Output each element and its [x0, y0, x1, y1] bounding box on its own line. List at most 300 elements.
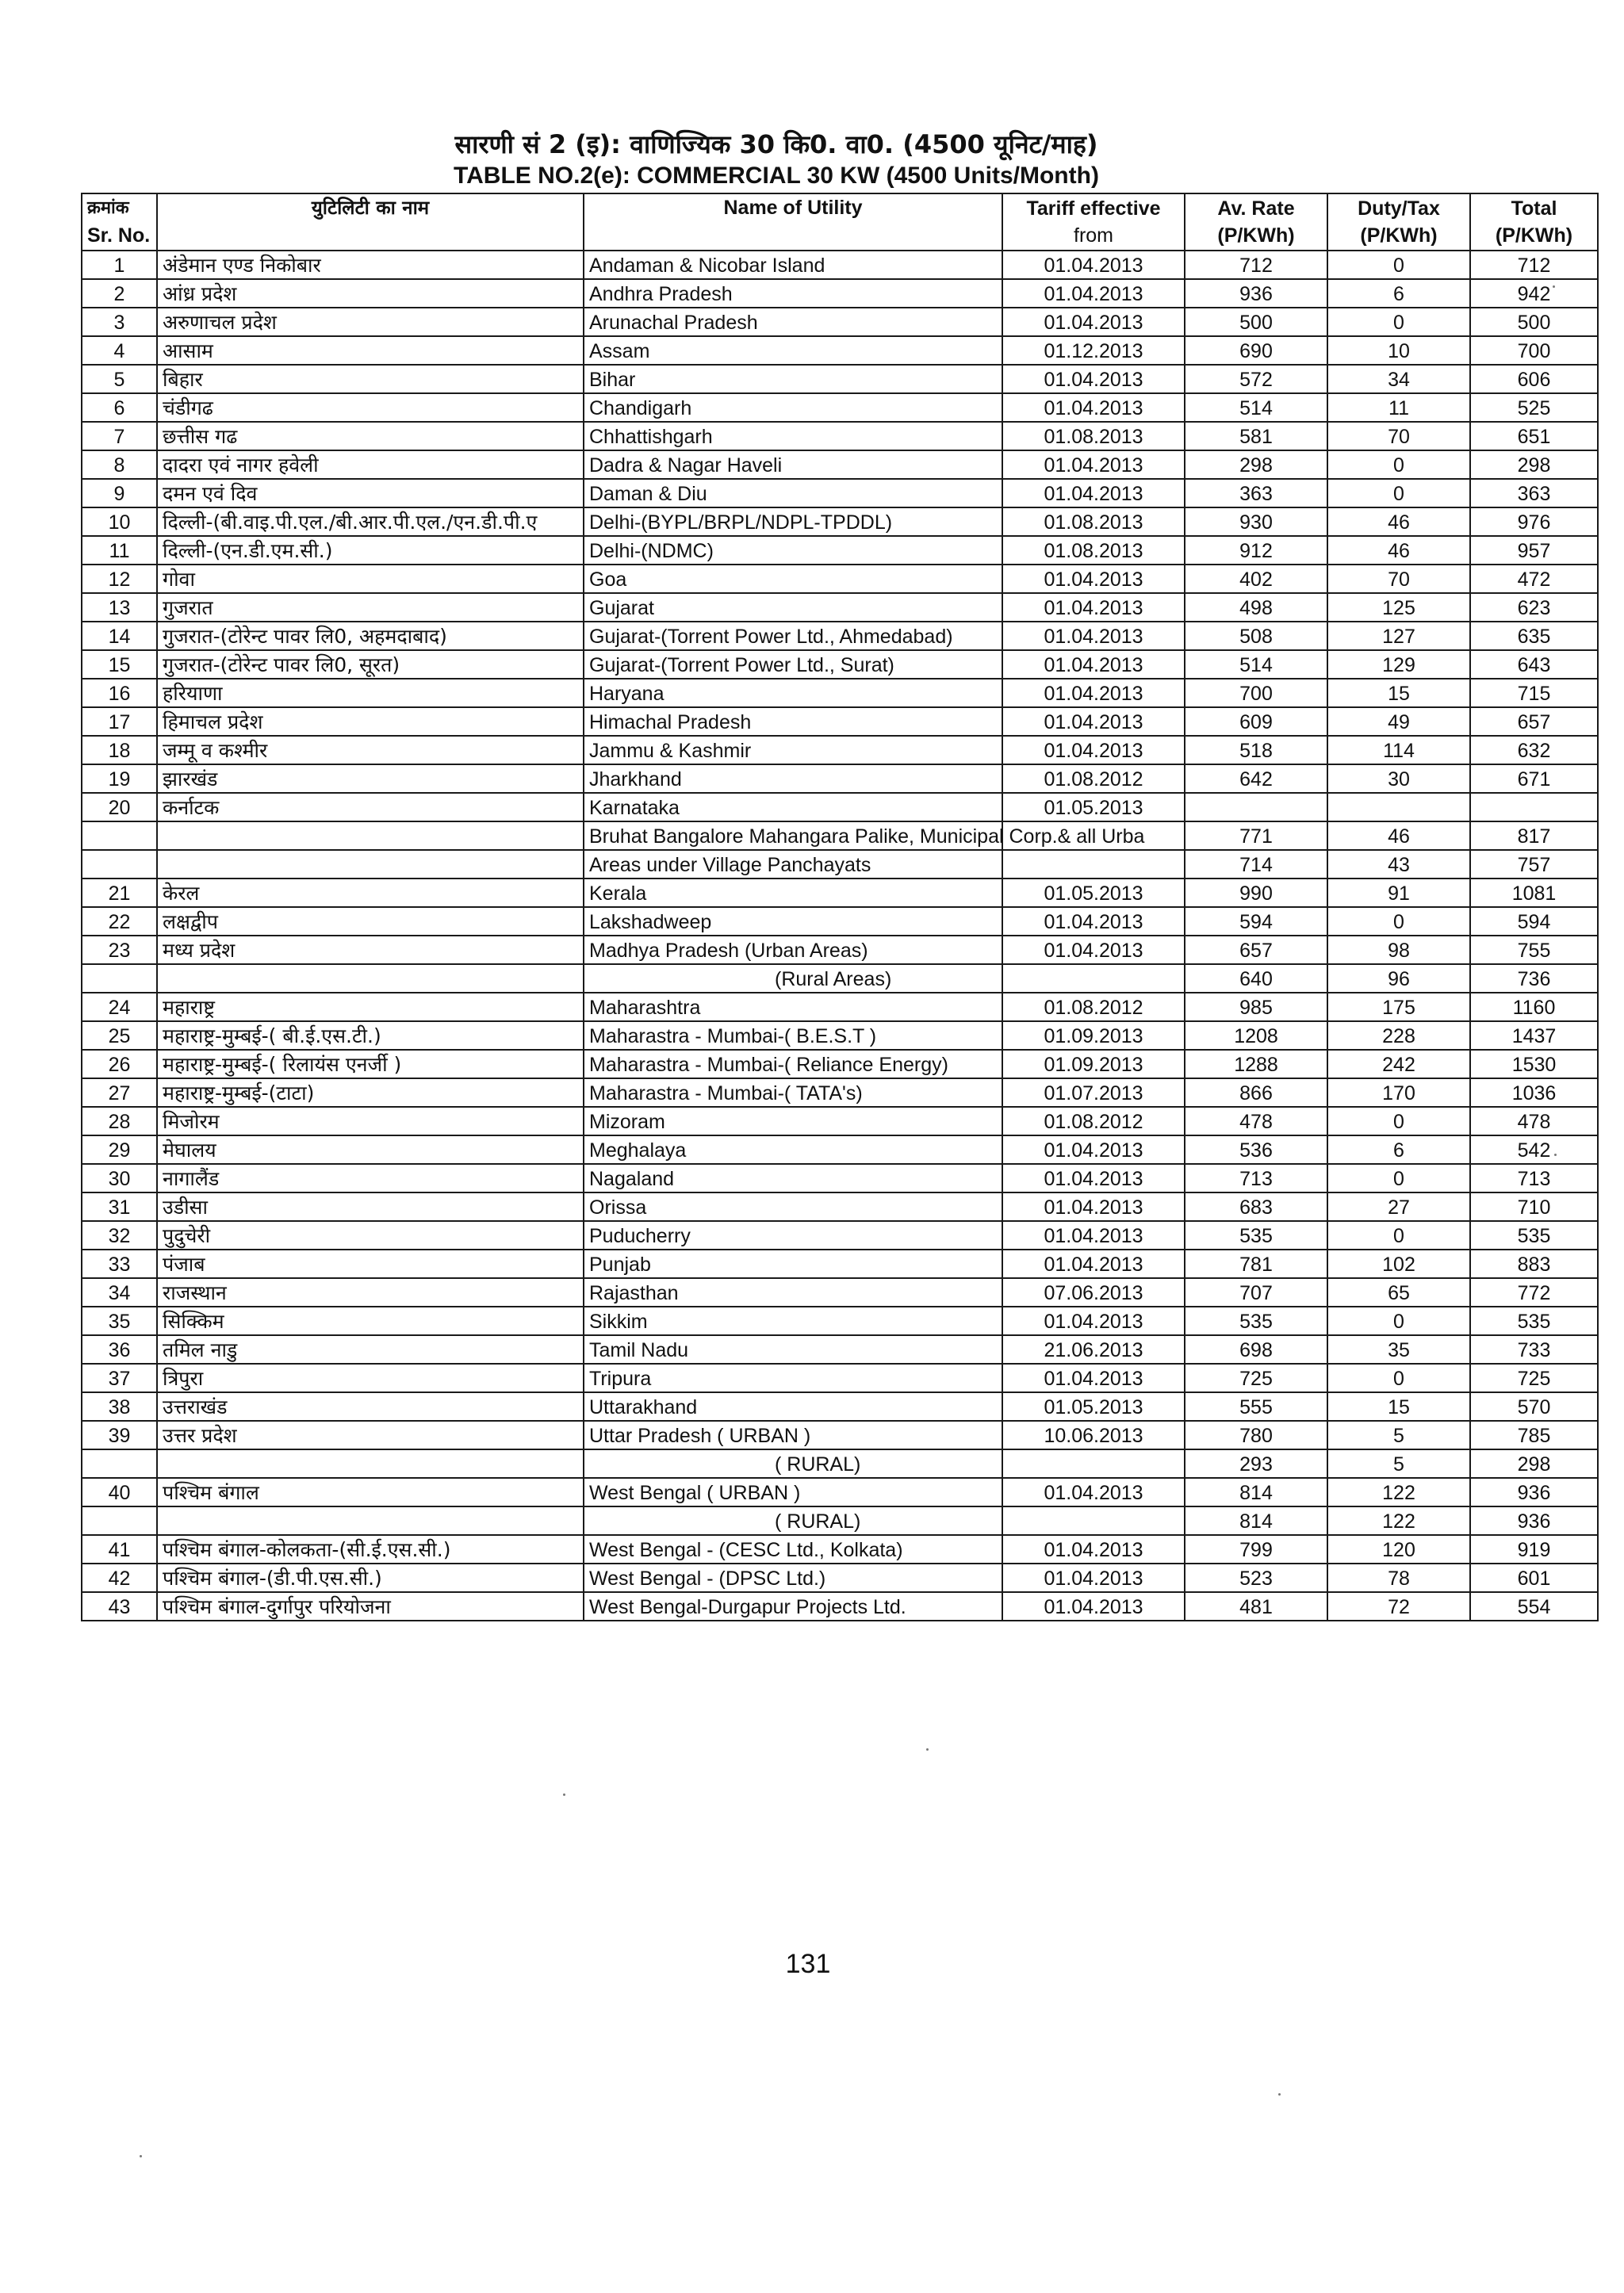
cell-tariff-date: 01.04.2013: [1002, 1592, 1185, 1621]
cell-utility-hindi: आसाम: [157, 336, 584, 365]
cell-tariff-date: 01.04.2013: [1002, 450, 1185, 479]
cell-tariff-date: 07.06.2013: [1002, 1278, 1185, 1307]
cell-total: 542: [1470, 1135, 1598, 1164]
cell-utility-hindi: जम्मू व कश्मीर: [157, 736, 584, 764]
cell-av-rate: 690: [1185, 336, 1327, 365]
cell-utility-name: Lakshadweep: [584, 907, 1002, 936]
cell-utility-name: Maharastra - Mumbai-( TATA's): [584, 1078, 1002, 1107]
cell-utility-name: Chandigarh: [584, 393, 1002, 422]
table-row: [82, 1021, 1598, 1050]
cell-av-rate: 714: [1185, 850, 1327, 879]
cell-utility-hindi: महाराष्ट्र: [157, 993, 584, 1021]
cell-sr-no: 17: [82, 707, 157, 736]
cell-tariff-date: 01.04.2013: [1002, 308, 1185, 336]
cell-av-rate: 535: [1185, 1307, 1327, 1335]
cell-total: 635: [1470, 622, 1598, 650]
cell-tariff-date: 01.04.2013: [1002, 1221, 1185, 1250]
cell-sr-no: 41: [82, 1535, 157, 1564]
cell-utility-name: Puducherry: [584, 1221, 1002, 1250]
cell-utility-name: West Bengal - (CESC Ltd., Kolkata): [584, 1535, 1002, 1564]
cell-total: 570: [1470, 1392, 1598, 1421]
cell-sr-no: 40: [82, 1478, 157, 1506]
cell-utility-hindi: पश्चिम बंगाल-(डी.पी.एस.सी.): [157, 1564, 584, 1592]
table-row: [82, 1335, 1598, 1364]
cell-duty-tax: 72: [1327, 1592, 1470, 1621]
table-row: [82, 308, 1598, 336]
cell-utility-hindi: [157, 1506, 584, 1535]
cell-av-rate: 985: [1185, 993, 1327, 1021]
cell-utility-name: Delhi-(NDMC): [584, 536, 1002, 565]
cell-av-rate: 514: [1185, 650, 1327, 679]
cell-av-rate: 514: [1185, 393, 1327, 422]
cell-tariff-date: [1002, 850, 1185, 879]
cell-utility-name: Nagaland: [584, 1164, 1002, 1192]
cell-utility-hindi: महाराष्ट्र-मुम्बई-( बी.ई.एस.टी.): [157, 1021, 584, 1050]
table-row: [82, 879, 1598, 907]
table-row: [82, 736, 1598, 764]
table-row: [82, 650, 1598, 679]
cell-duty-tax: 0: [1327, 1107, 1470, 1135]
cell-utility-name: Goa: [584, 565, 1002, 593]
table-row: [82, 793, 1598, 821]
cell-sr-no: 3: [82, 308, 157, 336]
cell-total: 623: [1470, 593, 1598, 622]
cell-sr-no: 32: [82, 1221, 157, 1250]
cell-tariff-date: 01.07.2013: [1002, 1078, 1185, 1107]
cell-av-rate: 402: [1185, 565, 1327, 593]
cell-total: 472: [1470, 565, 1598, 593]
cell-duty-tax: 46: [1327, 507, 1470, 536]
table-row: [82, 1250, 1598, 1278]
cell-av-rate: 642: [1185, 764, 1327, 793]
table-row: [82, 1307, 1598, 1335]
table-title-english: TABLE NO.2(e): COMMERCIAL 30 KW (4500 Units/Month): [454, 163, 1099, 189]
cell-sr-no: [82, 1506, 157, 1535]
cell-utility-hindi: अरुणाचल प्रदेश: [157, 308, 584, 336]
cell-av-rate: 581: [1185, 422, 1327, 450]
cell-utility-hindi: [157, 1449, 584, 1478]
table-row: [82, 450, 1598, 479]
cell-utility-name: Tripura: [584, 1364, 1002, 1392]
cell-tariff-date: 01.04.2013: [1002, 1564, 1185, 1592]
cell-tariff-date: 01.09.2013: [1002, 1021, 1185, 1050]
cell-total: 1160: [1470, 993, 1598, 1021]
cell-duty-tax: 125: [1327, 593, 1470, 622]
cell-sr-no: [82, 821, 157, 850]
cell-total: 725: [1470, 1364, 1598, 1392]
table-row: [82, 1535, 1598, 1564]
cell-sr-no: 11: [82, 536, 157, 565]
cell-utility-name: Gujarat-(Torrent Power Ltd., Surat): [584, 650, 1002, 679]
cell-tariff-date: 01.08.2012: [1002, 764, 1185, 793]
cell-total: 1036: [1470, 1078, 1598, 1107]
cell-tariff-date: 01.04.2013: [1002, 1192, 1185, 1221]
cell-av-rate: 523: [1185, 1564, 1327, 1592]
cell-duty-tax: 70: [1327, 565, 1470, 593]
cell-utility-name: Madhya Pradesh (Urban Areas): [584, 936, 1002, 964]
cell-sr-no: 13: [82, 593, 157, 622]
cell-utility-hindi: पश्चिम बंगाल-कोलकता-(सी.ई.एस.सी.): [157, 1535, 584, 1564]
cell-sr-no: 5: [82, 365, 157, 393]
cell-sr-no: 29: [82, 1135, 157, 1164]
cell-sr-no: 2: [82, 279, 157, 308]
cell-av-rate: 518: [1185, 736, 1327, 764]
cell-av-rate: 572: [1185, 365, 1327, 393]
cell-total: 363: [1470, 479, 1598, 507]
cell-av-rate: 594: [1185, 907, 1327, 936]
cell-tariff-date: 01.04.2013: [1002, 279, 1185, 308]
table-row: [82, 279, 1598, 308]
cell-total: 643: [1470, 650, 1598, 679]
cell-duty-tax: 175: [1327, 993, 1470, 1021]
header-row: [82, 193, 1598, 251]
cell-duty-tax: 5: [1327, 1421, 1470, 1449]
cell-av-rate: 936: [1185, 279, 1327, 308]
cell-av-rate: 707: [1185, 1278, 1327, 1307]
table-row: [82, 336, 1598, 365]
cell-total: 919: [1470, 1535, 1598, 1564]
cell-total: 657: [1470, 707, 1598, 736]
cell-av-rate: 781: [1185, 1250, 1327, 1278]
cell-tariff-date: 01.04.2013: [1002, 1364, 1185, 1392]
tariff-table: [81, 193, 1599, 1621]
cell-tariff-date: 01.04.2013: [1002, 1535, 1185, 1564]
cell-total: 535: [1470, 1307, 1598, 1335]
header-total: [1470, 193, 1598, 251]
cell-duty-tax: 34: [1327, 365, 1470, 393]
cell-utility-hindi: हिमाचल प्रदेश: [157, 707, 584, 736]
cell-total: 755: [1470, 936, 1598, 964]
cell-duty-tax: 10: [1327, 336, 1470, 365]
table-row: [82, 1107, 1598, 1135]
cell-sr-no: 15: [82, 650, 157, 679]
cell-sr-no: 27: [82, 1078, 157, 1107]
cell-tariff-date: 01.04.2013: [1002, 593, 1185, 622]
table-row: [82, 1221, 1598, 1250]
cell-duty-tax: 78: [1327, 1564, 1470, 1592]
cell-duty-tax: 15: [1327, 679, 1470, 707]
cell-duty-tax: 27: [1327, 1192, 1470, 1221]
header-total-line2: (P/KWh): [1495, 224, 1573, 247]
scan-speck: [1554, 1154, 1557, 1156]
cell-utility-name: Daman & Diu: [584, 479, 1002, 507]
cell-tariff-date: 01.04.2013: [1002, 622, 1185, 650]
cell-total: 298: [1470, 1449, 1598, 1478]
cell-utility-hindi: मेघालय: [157, 1135, 584, 1164]
cell-utility-hindi: उडीसा: [157, 1192, 584, 1221]
cell-av-rate: 1288: [1185, 1050, 1327, 1078]
cell-utility-name: Bihar: [584, 365, 1002, 393]
header-sr-no: [82, 193, 157, 251]
cell-av-rate: 293: [1185, 1449, 1327, 1478]
cell-total: 525: [1470, 393, 1598, 422]
cell-sr-no: 23: [82, 936, 157, 964]
cell-tariff-date: [1002, 1506, 1185, 1535]
cell-sr-no: 6: [82, 393, 157, 422]
cell-utility-hindi: उत्तर प्रदेश: [157, 1421, 584, 1449]
table-row: [82, 1364, 1598, 1392]
cell-duty-tax: 0: [1327, 1164, 1470, 1192]
cell-sr-no: [82, 964, 157, 993]
cell-total: 632: [1470, 736, 1598, 764]
cell-utility-hindi: दिल्ली-(बी.वाइ.पी.एल./बी.आर.पी.एल./एन.डी.पी.ए: [157, 507, 584, 536]
cell-tariff-date: 01.04.2013: [1002, 565, 1185, 593]
cell-total: 500: [1470, 308, 1598, 336]
cell-utility-name: ( RURAL): [584, 1506, 1002, 1535]
cell-utility-hindi: पंजाब: [157, 1250, 584, 1278]
cell-duty-tax: 6: [1327, 1135, 1470, 1164]
cell-duty-tax: 98: [1327, 936, 1470, 964]
cell-sr-no: 7: [82, 422, 157, 450]
cell-av-rate: 725: [1185, 1364, 1327, 1392]
cell-av-rate: 1208: [1185, 1021, 1327, 1050]
cell-duty-tax: 0: [1327, 1221, 1470, 1250]
cell-total: 671: [1470, 764, 1598, 793]
cell-utility-name: Himachal Pradesh: [584, 707, 1002, 736]
header-duty-tax: [1327, 193, 1470, 251]
cell-sr-no: 22: [82, 907, 157, 936]
cell-utility-name: Maharastra - Mumbai-( B.E.S.T ): [584, 1021, 1002, 1050]
cell-tariff-date: 01.04.2013: [1002, 1250, 1185, 1278]
table-row: [82, 764, 1598, 793]
scan-speck: [1278, 2093, 1281, 2096]
cell-utility-name: West Bengal-Durgapur Projects Ltd.: [584, 1592, 1002, 1621]
table-row: [82, 1506, 1598, 1535]
cell-sr-no: 42: [82, 1564, 157, 1592]
header-tariff-effective: [1002, 193, 1185, 251]
cell-sr-no: 37: [82, 1364, 157, 1392]
cell-utility-name: Arunachal Pradesh: [584, 308, 1002, 336]
cell-sr-no: 43: [82, 1592, 157, 1621]
table-row: [82, 1421, 1598, 1449]
cell-duty-tax: 0: [1327, 907, 1470, 936]
cell-total: 785: [1470, 1421, 1598, 1449]
table-row: [82, 707, 1598, 736]
cell-duty-tax: 65: [1327, 1278, 1470, 1307]
cell-utility-name: Mizoram: [584, 1107, 1002, 1135]
cell-sr-no: 18: [82, 736, 157, 764]
header-utility-english: [584, 193, 1002, 251]
cell-av-rate: 698: [1185, 1335, 1327, 1364]
cell-tariff-date: 01.08.2013: [1002, 507, 1185, 536]
cell-av-rate: 990: [1185, 879, 1327, 907]
table-row: [82, 1192, 1598, 1221]
table-row: [82, 422, 1598, 450]
cell-duty-tax: 91: [1327, 879, 1470, 907]
cell-utility-name: Maharashtra: [584, 993, 1002, 1021]
table-row: [82, 1478, 1598, 1506]
table-row: [82, 1449, 1598, 1478]
cell-tariff-date: 01.09.2013: [1002, 1050, 1185, 1078]
cell-tariff-date: 01.04.2013: [1002, 1307, 1185, 1335]
cell-total: 757: [1470, 850, 1598, 879]
header-sr-english: Sr. No.: [87, 224, 151, 247]
cell-sr-no: 28: [82, 1107, 157, 1135]
scan-speck: [140, 2155, 142, 2157]
cell-utility-hindi: चंडीगढ: [157, 393, 584, 422]
cell-utility-hindi: तमिल नाडु: [157, 1335, 584, 1364]
cell-utility-hindi: महाराष्ट्र-मुम्बई-( रिलायंस एनर्जी ): [157, 1050, 584, 1078]
page-number: 131: [785, 1949, 831, 1979]
cell-duty-tax: 5: [1327, 1449, 1470, 1478]
table-row: [82, 1564, 1598, 1592]
cell-tariff-date: 01.04.2013: [1002, 907, 1185, 936]
cell-sr-no: 16: [82, 679, 157, 707]
cell-av-rate: 799: [1185, 1535, 1327, 1564]
cell-utility-name: Jharkhand: [584, 764, 1002, 793]
header-utility-english-label: Name of Utility: [723, 197, 863, 219]
cell-utility-hindi: मध्य प्रदेश: [157, 936, 584, 964]
table-row: [82, 536, 1598, 565]
cell-utility-name: Orissa: [584, 1192, 1002, 1221]
cell-total: 712: [1470, 251, 1598, 279]
cell-utility-hindi: अंडेमान एण्ड निकोबार: [157, 251, 584, 279]
header-utility-hindi: [157, 193, 584, 251]
cell-utility-hindi: दिल्ली-(एन.डी.एम.सी.): [157, 536, 584, 565]
cell-av-rate: 508: [1185, 622, 1327, 650]
cell-duty-tax: 46: [1327, 821, 1470, 850]
cell-duty-tax: 0: [1327, 251, 1470, 279]
cell-utility-hindi: लक्षद्वीप: [157, 907, 584, 936]
table-row: [82, 1164, 1598, 1192]
cell-utility-name: Sikkim: [584, 1307, 1002, 1335]
cell-sr-no: 19: [82, 764, 157, 793]
cell-duty-tax: 35: [1327, 1335, 1470, 1364]
cell-av-rate: 500: [1185, 308, 1327, 336]
cell-duty-tax: 0: [1327, 479, 1470, 507]
cell-utility-name: Kerala: [584, 879, 1002, 907]
cell-tariff-date: 01.04.2013: [1002, 679, 1185, 707]
header-rate-line1: Av. Rate: [1217, 197, 1295, 220]
cell-av-rate: 536: [1185, 1135, 1327, 1164]
cell-av-rate: 640: [1185, 964, 1327, 993]
cell-sr-no: 36: [82, 1335, 157, 1364]
table-row: [82, 507, 1598, 536]
cell-utility-hindi: राजस्थान: [157, 1278, 584, 1307]
cell-av-rate: 780: [1185, 1421, 1327, 1449]
cell-utility-name: Andhra Pradesh: [584, 279, 1002, 308]
header-av-rate: [1185, 193, 1327, 251]
cell-utility-hindi: उत्तराखंड: [157, 1392, 584, 1421]
cell-av-rate: 481: [1185, 1592, 1327, 1621]
cell-av-rate: 713: [1185, 1164, 1327, 1192]
cell-total: 1437: [1470, 1021, 1598, 1050]
cell-utility-name: Bruhat Bangalore Mahangara Palike, Municipal Corp.& all Urba: [584, 821, 1002, 850]
scan-speck: [926, 1748, 929, 1751]
cell-duty-tax: 11: [1327, 393, 1470, 422]
cell-utility-hindi: पश्चिम बंगाल: [157, 1478, 584, 1506]
cell-utility-hindi: कर्नाटक: [157, 793, 584, 821]
cell-duty-tax: 127: [1327, 622, 1470, 650]
cell-utility-hindi: दमन एवं दिव: [157, 479, 584, 507]
cell-utility-hindi: सिक्किम: [157, 1307, 584, 1335]
cell-av-rate: 657: [1185, 936, 1327, 964]
cell-av-rate: 712: [1185, 251, 1327, 279]
cell-duty-tax: 46: [1327, 536, 1470, 565]
cell-total: 710: [1470, 1192, 1598, 1221]
header-tariff-line2: from: [1074, 224, 1113, 247]
cell-duty-tax: 70: [1327, 422, 1470, 450]
cell-utility-name: Gujarat-(Torrent Power Ltd., Ahmedabad): [584, 622, 1002, 650]
cell-tariff-date: 01.04.2013: [1002, 650, 1185, 679]
cell-utility-hindi: हरियाणा: [157, 679, 584, 707]
table-row: [82, 1278, 1598, 1307]
cell-sr-no: 12: [82, 565, 157, 593]
cell-duty-tax: 49: [1327, 707, 1470, 736]
cell-utility-name: Gujarat: [584, 593, 1002, 622]
cell-utility-name: Assam: [584, 336, 1002, 365]
cell-total: 957: [1470, 536, 1598, 565]
cell-av-rate: 683: [1185, 1192, 1327, 1221]
cell-duty-tax: 228: [1327, 1021, 1470, 1050]
cell-duty-tax: 0: [1327, 450, 1470, 479]
cell-sr-no: 38: [82, 1392, 157, 1421]
header-sr-hindi: क्रमांक: [87, 198, 129, 218]
table-title-hindi: सारणी सं 2 (इ): वाणिज्यिक 30 कि0. वा0. (4500 यूनिट/माह): [454, 129, 1098, 159]
cell-av-rate: 498: [1185, 593, 1327, 622]
cell-sr-no: 4: [82, 336, 157, 365]
cell-duty-tax: 0: [1327, 308, 1470, 336]
cell-sr-no: 20: [82, 793, 157, 821]
cell-tariff-date: 01.05.2013: [1002, 879, 1185, 907]
cell-total: 942: [1470, 279, 1598, 308]
cell-duty-tax: 6: [1327, 279, 1470, 308]
cell-tariff-date: 01.08.2012: [1002, 993, 1185, 1021]
cell-utility-name: Maharastra - Mumbai-( Reliance Energy): [584, 1050, 1002, 1078]
cell-utility-name: Karnataka: [584, 793, 1002, 821]
cell-tariff-date: 01.05.2013: [1002, 1392, 1185, 1421]
table-row: [82, 936, 1598, 964]
cell-tariff-date: 01.05.2013: [1002, 793, 1185, 821]
cell-av-rate: 555: [1185, 1392, 1327, 1421]
cell-utility-name: Uttarakhand: [584, 1392, 1002, 1421]
cell-utility-name: Meghalaya: [584, 1135, 1002, 1164]
cell-total: 713: [1470, 1164, 1598, 1192]
cell-tariff-date: 01.12.2013: [1002, 336, 1185, 365]
cell-tariff-date: 01.04.2013: [1002, 365, 1185, 393]
cell-sr-no: 33: [82, 1250, 157, 1278]
cell-utility-hindi: गुजरात: [157, 593, 584, 622]
cell-total: 817: [1470, 821, 1598, 850]
cell-duty-tax: 170: [1327, 1078, 1470, 1107]
cell-sr-no: 9: [82, 479, 157, 507]
cell-tariff-date: 01.04.2013: [1002, 479, 1185, 507]
cell-sr-no: 24: [82, 993, 157, 1021]
cell-tariff-date: 01.04.2013: [1002, 936, 1185, 964]
cell-total: 1081: [1470, 879, 1598, 907]
cell-utility-name: (Rural Areas): [584, 964, 1002, 993]
cell-utility-hindi: दादरा एवं नागर हवेली: [157, 450, 584, 479]
cell-av-rate: 609: [1185, 707, 1327, 736]
table-row: [82, 821, 1598, 850]
cell-utility-name: Delhi-(BYPL/BRPL/NDPL-TPDDL): [584, 507, 1002, 536]
cell-duty-tax: 0: [1327, 1364, 1470, 1392]
cell-utility-name: Haryana: [584, 679, 1002, 707]
cell-tariff-date: [1002, 964, 1185, 993]
cell-sr-no: 31: [82, 1192, 157, 1221]
cell-sr-no: 21: [82, 879, 157, 907]
cell-sr-no: 25: [82, 1021, 157, 1050]
table-row: [82, 1078, 1598, 1107]
cell-sr-no: 26: [82, 1050, 157, 1078]
cell-sr-no: [82, 1449, 157, 1478]
table-row: [82, 850, 1598, 879]
table-row: [82, 907, 1598, 936]
table-row: [82, 393, 1598, 422]
cell-utility-hindi: महाराष्ट्र-मुम्बई-(टाटा): [157, 1078, 584, 1107]
cell-utility-hindi: [157, 850, 584, 879]
cell-total: 478: [1470, 1107, 1598, 1135]
